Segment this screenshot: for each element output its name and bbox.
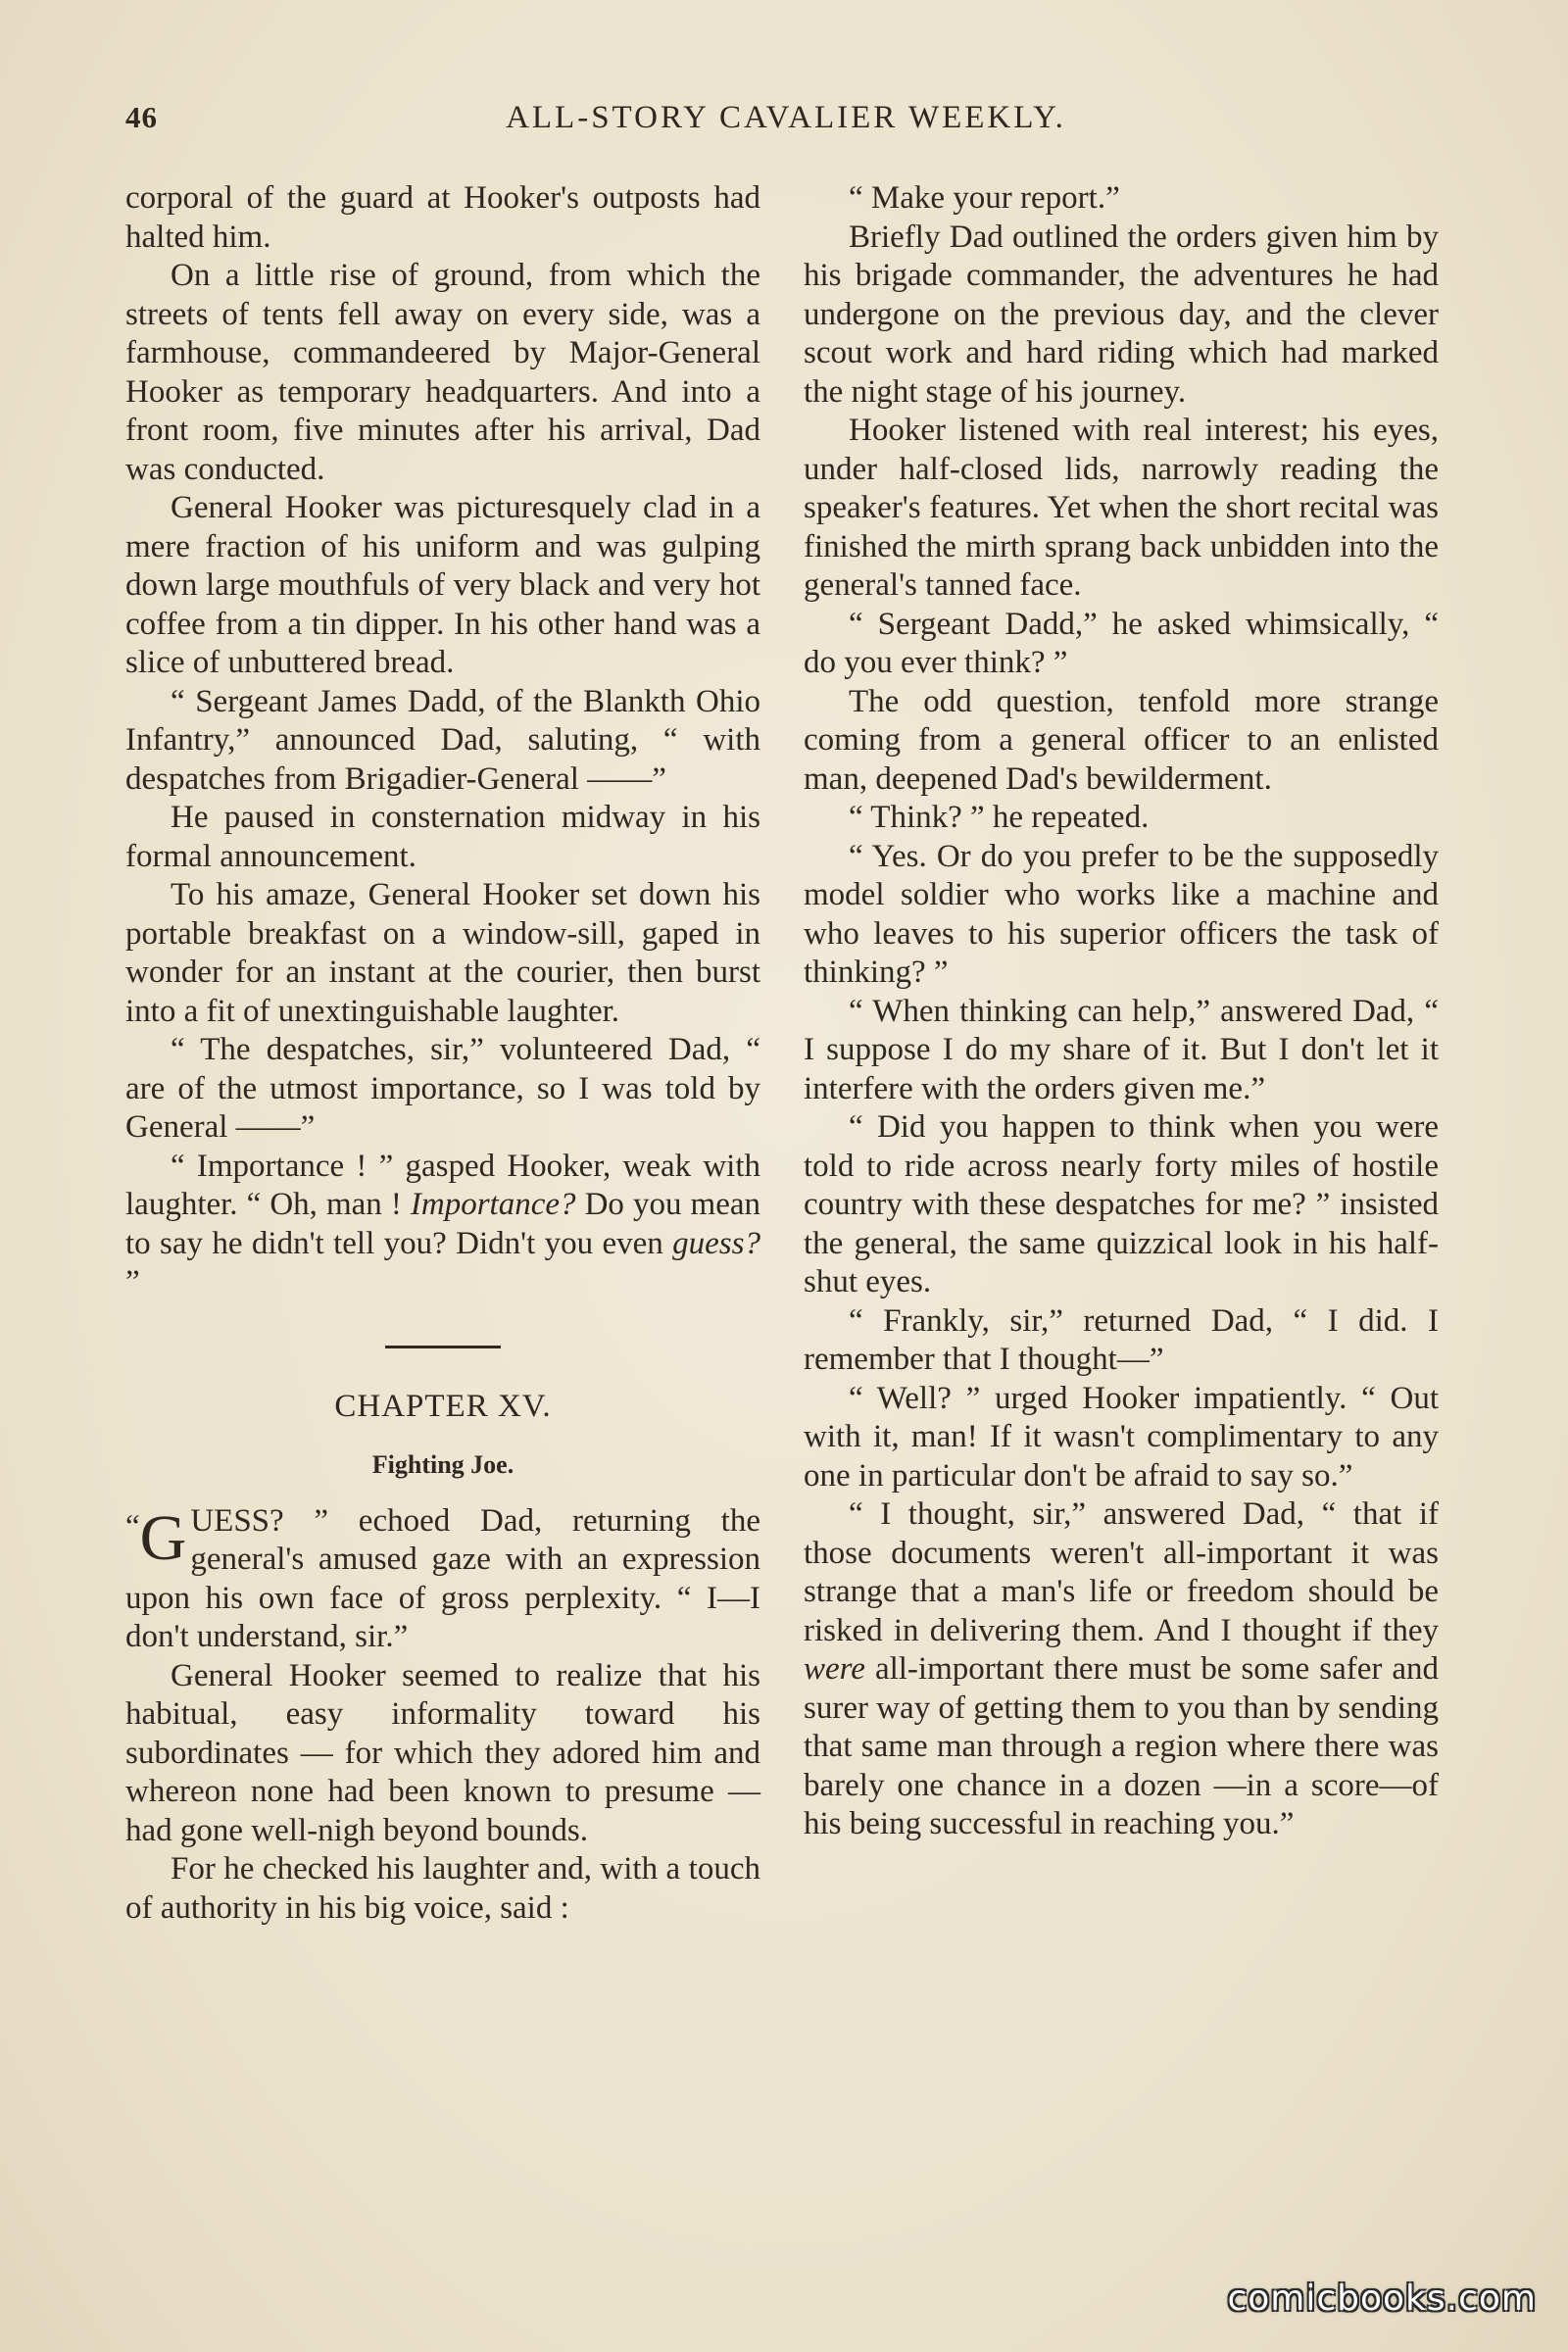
paragraph: The odd question, tenfold more strange coming from a general officer to an enlisted man, deepened Dad's bewilderment. <box>804 683 1439 797</box>
paragraph: For he checked his laughter and, with a touch of authority in his big voice, said : <box>125 1851 760 1926</box>
paragraph: “ Did you happen to think when you were told to ride across nearly forty miles of hostile country with these despatches for me? ” insisted the general, the same quizzical look in his half-shut eyes. <box>804 1109 1439 1299</box>
paragraph: “ Frankly, sir,” returned Dad, “ I did. I remember that I thought—” <box>804 1302 1439 1377</box>
paragraph: General Hooker was picturesquely clad in a mere fraction of his uniform and was gulping down large mouthfuls of very black and very hot coffee from a tin dipper. In his other hand was a slice of unbuttered bread. <box>125 490 760 680</box>
paragraph-text: “ Importance ! ” gasped Hooker, weak with laughter. “ Oh, man ! <box>125 1148 760 1222</box>
paragraph-text: Do you mean to say he didn't tell you? Didn't you even <box>125 1187 761 1261</box>
left-column <box>125 179 760 1928</box>
emphasis-text: Importance? <box>410 1187 576 1222</box>
emphasis-text: were <box>804 1651 865 1687</box>
paragraph-text: ” <box>125 1264 140 1299</box>
paragraph: “ Sergeant Dadd,” he asked whimsically, “ do you ever think? ” <box>804 606 1439 680</box>
paragraph: Briefly Dad outlined the orders given him by his brigade commander, the adventures he had undergone on the previous day, and the clever scout work and hard riding which had marked the night stage of his journey. <box>804 219 1439 410</box>
section-divider <box>385 1346 501 1348</box>
chapter-heading: CHAPTER XV. <box>334 1388 552 1424</box>
chapter-opening-paragraph <box>125 1502 760 1657</box>
paragraph: He paused in consternation midway in his formal announcement. <box>125 800 760 874</box>
magazine-title: ALL-STORY CAVALIER WEEKLY. <box>506 100 1066 135</box>
paragraph: “ Sergeant James Dadd, of the Blankth Ohio Infantry,” announced Dad, saluting, “ with despatches from Brigadier-General ——” <box>125 683 760 797</box>
chapter-subtitle: Fighting Joe. <box>371 1450 514 1479</box>
running-head <box>125 100 1446 149</box>
paragraph-text: all-important there must be some safer and surer way of getting them to you than by sending that same man through a region where there was barely one chance in a dozen —in a score—of his being successful in reaching you.” <box>804 1651 1439 1841</box>
paragraph-text: UESS? ” echoed Dad, returning the general's amused gaze with an expression upon his own face of gross perplexity. “ I—I don't understand, sir.” <box>125 1502 760 1654</box>
paragraph: “ When thinking can help,” answered Dad, “ I suppose I do my share of it. But I don't let it interfere with the orders given me.” <box>804 993 1439 1106</box>
paragraph-text: “ I thought, sir,” answered Dad, “ that if those documents weren't all-important it was strange that a man's life or freedom should be risked in delivering them. And I thought if they <box>804 1496 1439 1648</box>
paragraph: Hooker listened with real interest; his eyes, under half-closed lids, narrowly reading the speaker's features. Yet when the short recital was finished the mirth sprang back unbidden into the general's tanned face. <box>804 413 1439 603</box>
paragraph: “ Well? ” urged Hooker impatiently. “ Out with it, man! If it wasn't complimentary to any one in particular don't be afraid to say so.” <box>804 1380 1439 1494</box>
paragraph: “ The despatches, sir,” volunteered Dad, “ are of the utmost importance, so I was told by General ——” <box>125 1032 760 1145</box>
paragraph: “ Yes. Or do you prefer to be the supposedly model soldier who works like a machine and who leaves to his superior officers the task of thinking? ” <box>804 838 1439 990</box>
paragraph: “ Think? ” he repeated. <box>849 800 1150 835</box>
opening-quote: “ <box>125 1508 140 1544</box>
right-column <box>804 179 1439 1844</box>
site-watermark: comicbooks.com <box>1227 2278 1537 2319</box>
emphasis-text: guess? <box>672 1225 760 1261</box>
paragraph: To his amaze, General Hooker set down his portable breakfast on a window-sill, gaped in wonder for an instant at the courier, then burst into a fit of unextinguishable laughter. <box>125 877 760 1029</box>
paragraph: “ Make your report.” <box>849 180 1120 216</box>
page-number: 46 <box>125 100 158 134</box>
paragraph: On a little rise of ground, from which the streets of tents fell away on every side, was a farmhouse, commandeered by Major-General Hooker as temporary headquarters. And into a front room, five minutes after his arrival, Dad was conducted. <box>125 258 760 487</box>
were-paragraph <box>804 1495 1439 1844</box>
paragraph: corporal of the guard at Hooker's outposts had halted him. <box>125 180 760 255</box>
importance-paragraph <box>125 1148 760 1302</box>
paragraph: General Hooker seemed to realize that his habitual, easy informality toward his subordinates — for which they adored him and whereon none had been known to presume — had gone well-nigh beyond bounds. <box>125 1657 760 1848</box>
drop-cap: G <box>139 1501 187 1574</box>
